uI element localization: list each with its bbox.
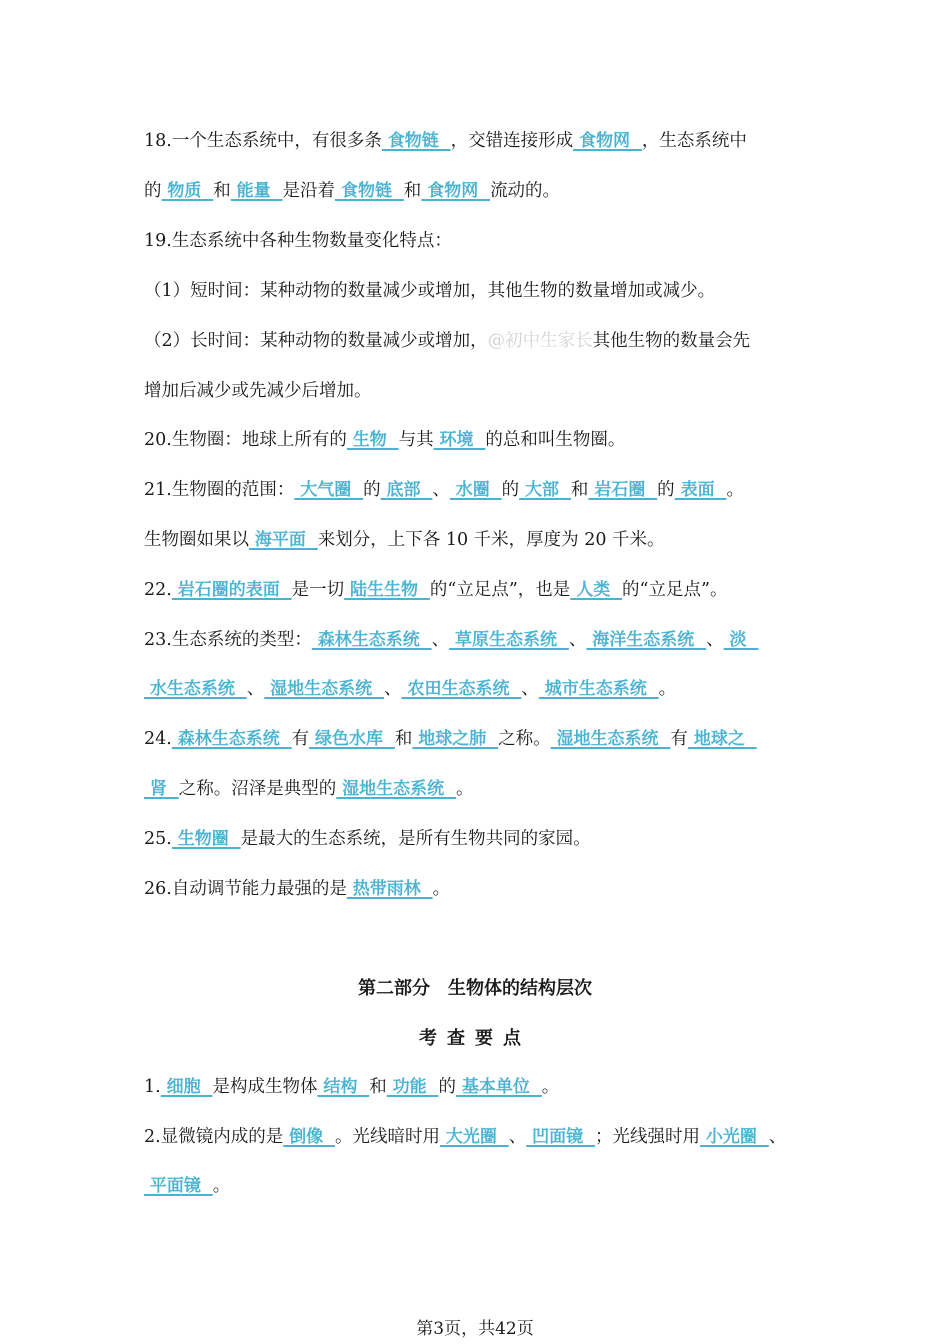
text: 其他生物的数量会先 bbox=[592, 331, 751, 351]
text: 来划分，上下各 10 千米，厚度为 20 千米。 bbox=[317, 530, 665, 550]
text: 、 bbox=[384, 679, 402, 699]
text: 和 bbox=[369, 1077, 387, 1097]
answer-blank: 小光圈 bbox=[700, 1127, 769, 1147]
item-24-line-1 bbox=[144, 726, 814, 752]
answer-blank: 大光圈 bbox=[439, 1127, 509, 1147]
answer-blank: 海洋生态系统 bbox=[586, 630, 707, 650]
answer-blank: 湿地生态系统 bbox=[336, 779, 457, 799]
text: 和 bbox=[570, 480, 589, 500]
text: 生物圈如果以 bbox=[144, 530, 249, 550]
text: 25. bbox=[144, 829, 172, 849]
item-19-line-1 bbox=[144, 228, 814, 254]
item-26-line bbox=[144, 876, 814, 902]
text: 、 bbox=[246, 679, 265, 699]
answer-blank: 大部 bbox=[519, 480, 571, 500]
text: 的 bbox=[657, 480, 675, 500]
answer-blank: 湿地生态系统 bbox=[550, 729, 671, 749]
part2-item-1-line bbox=[144, 1074, 814, 1100]
answer-blank: 底部 bbox=[380, 480, 433, 500]
answer-blank: 食物网 bbox=[421, 181, 491, 201]
text: 。 bbox=[432, 879, 451, 899]
answer-blank: 细胞 bbox=[160, 1077, 213, 1097]
text: 的 bbox=[501, 480, 520, 500]
text: 是沿着 bbox=[282, 181, 336, 201]
text: 与其 bbox=[398, 430, 434, 450]
item-25-line bbox=[144, 826, 814, 852]
answer-blank: 森林生态系统 bbox=[311, 630, 432, 650]
text: 19.生态系统中各种生物数量变化特点： bbox=[144, 231, 452, 251]
section-title: 第二部分 生物体的结构层次 bbox=[358, 978, 592, 999]
answer-blank: 岩石圈的表面 bbox=[171, 580, 292, 600]
watermark: @初中生家长 bbox=[487, 331, 593, 351]
text: 、 bbox=[568, 630, 587, 650]
text: ；光线强时用 bbox=[595, 1127, 700, 1147]
item-19-line-2 bbox=[144, 278, 814, 304]
text: 是构成生物体 bbox=[212, 1077, 318, 1097]
text: 18.一个生态系统中，有很多条 bbox=[144, 131, 382, 151]
text: 26.自动调节能力最强的是 bbox=[144, 879, 347, 899]
section-subtitle: 考查要点 bbox=[419, 1028, 531, 1049]
answer-blank: 淡 bbox=[723, 630, 759, 650]
text: 有 bbox=[291, 729, 310, 749]
answer-blank: 物质 bbox=[161, 181, 214, 201]
text: 21.生物圈的范围： bbox=[144, 480, 295, 500]
text: 增加后减少或先减少后增加。 bbox=[144, 381, 372, 401]
answer-blank: 湿地生态系统 bbox=[264, 679, 385, 699]
text: 有 bbox=[670, 729, 688, 749]
text: 、 bbox=[508, 1127, 527, 1147]
text: 、 bbox=[431, 630, 450, 650]
item-18-line-2 bbox=[144, 178, 814, 204]
text: 流动的。 bbox=[490, 181, 561, 201]
item-22-line bbox=[144, 577, 814, 603]
text: 是一切 bbox=[291, 580, 345, 600]
answer-blank: 地球之肺 bbox=[412, 729, 499, 749]
text: 。 bbox=[726, 480, 744, 500]
text: 的“立足点”。 bbox=[622, 580, 728, 600]
text: 的总和叫生物圈。 bbox=[485, 430, 626, 450]
item-19-line-4 bbox=[144, 378, 814, 404]
answer-blank: 农田生态系统 bbox=[401, 679, 522, 699]
item-23-line-2 bbox=[144, 676, 814, 702]
answer-blank: 倒像 bbox=[283, 1127, 335, 1147]
answer-blank: 基本单位 bbox=[456, 1077, 542, 1097]
answer-blank: 结构 bbox=[317, 1077, 370, 1097]
text: 、 bbox=[768, 1127, 787, 1147]
text: 23.生态系统的类型： bbox=[144, 630, 312, 650]
answer-blank: 大气圈 bbox=[294, 480, 364, 500]
answer-blank: 生物圈 bbox=[171, 829, 241, 849]
answer-blank: 功能 bbox=[386, 1077, 439, 1097]
answer-blank: 食物链 bbox=[335, 181, 404, 201]
text: 的 bbox=[438, 1077, 456, 1097]
item-21-line-2 bbox=[144, 527, 814, 553]
text: 之称。 bbox=[498, 729, 551, 749]
text: ，生态系统中 bbox=[641, 131, 747, 151]
answer-blank: 肾 bbox=[144, 779, 179, 799]
text: 1. bbox=[144, 1077, 161, 1097]
answer-blank: 岩石圈 bbox=[588, 480, 658, 500]
text: 和 bbox=[394, 729, 413, 749]
text: 、 bbox=[521, 679, 539, 699]
text: （1）短时间：某种动物的数量减少或增加，其他生物的数量增加或减少。 bbox=[144, 281, 716, 301]
text: 、 bbox=[432, 480, 450, 500]
answer-blank: 森林生态系统 bbox=[171, 729, 292, 749]
answer-blank: 食物链 bbox=[381, 131, 451, 151]
text: 24. bbox=[144, 729, 172, 749]
text: 2.显微镜内成的是 bbox=[144, 1127, 284, 1147]
answer-blank: 热带雨林 bbox=[346, 879, 433, 899]
answer-blank: 陆生生物 bbox=[344, 580, 430, 600]
text: ，交错连接形成 bbox=[450, 131, 574, 151]
item-20-line bbox=[144, 427, 814, 453]
item-18-line-1 bbox=[144, 128, 814, 154]
text: 。 bbox=[212, 1176, 231, 1196]
item-21-line-1 bbox=[144, 477, 814, 503]
answer-blank: 食物网 bbox=[573, 131, 642, 151]
answer-blank: 人类 bbox=[570, 580, 623, 600]
part2-item-2-line-2 bbox=[144, 1173, 814, 1199]
item-19-line-3 bbox=[144, 328, 814, 354]
answer-blank: 城市生态系统 bbox=[538, 679, 659, 699]
text: 的 bbox=[144, 181, 162, 201]
item-24-line-2 bbox=[144, 776, 814, 802]
text: 的“立足点”，也是 bbox=[429, 580, 571, 600]
text: 的 bbox=[363, 480, 381, 500]
answer-blank: 地球之 bbox=[687, 729, 757, 749]
answer-blank: 草原生态系统 bbox=[449, 630, 569, 650]
text: 。 bbox=[658, 679, 677, 699]
text: 、 bbox=[706, 630, 724, 650]
answer-blank: 凹面镜 bbox=[526, 1127, 595, 1147]
text: （2）长时间：某种动物的数量减少或增加， bbox=[144, 331, 488, 351]
text: 20.生物圈：地球上所有的 bbox=[144, 430, 347, 450]
text: 和 bbox=[403, 181, 422, 201]
text: 。 bbox=[541, 1077, 560, 1097]
text: 之称。沼泽是典型的 bbox=[178, 779, 337, 799]
page-footer: 第3页，共42页 bbox=[416, 1319, 534, 1339]
item-23-line-1 bbox=[144, 627, 814, 653]
text: 。光线暗时用 bbox=[334, 1127, 440, 1147]
text: 。 bbox=[456, 779, 474, 799]
answer-blank: 水生态系统 bbox=[144, 679, 247, 699]
answer-blank: 环境 bbox=[433, 430, 486, 450]
answer-blank: 绿色水库 bbox=[309, 729, 395, 749]
text: 22. bbox=[144, 580, 172, 600]
text: 和 bbox=[213, 181, 231, 201]
answer-blank: 能量 bbox=[230, 181, 283, 201]
answer-blank: 表面 bbox=[674, 480, 727, 500]
text: 是最大的生态系统，是所有生物共同的家园。 bbox=[240, 829, 591, 849]
answer-blank: 水圈 bbox=[449, 480, 502, 500]
part2-item-2-line-1 bbox=[144, 1124, 814, 1150]
answer-blank: 平面镜 bbox=[144, 1176, 213, 1196]
answer-blank: 海平面 bbox=[249, 530, 318, 550]
answer-blank: 生物 bbox=[346, 430, 399, 450]
